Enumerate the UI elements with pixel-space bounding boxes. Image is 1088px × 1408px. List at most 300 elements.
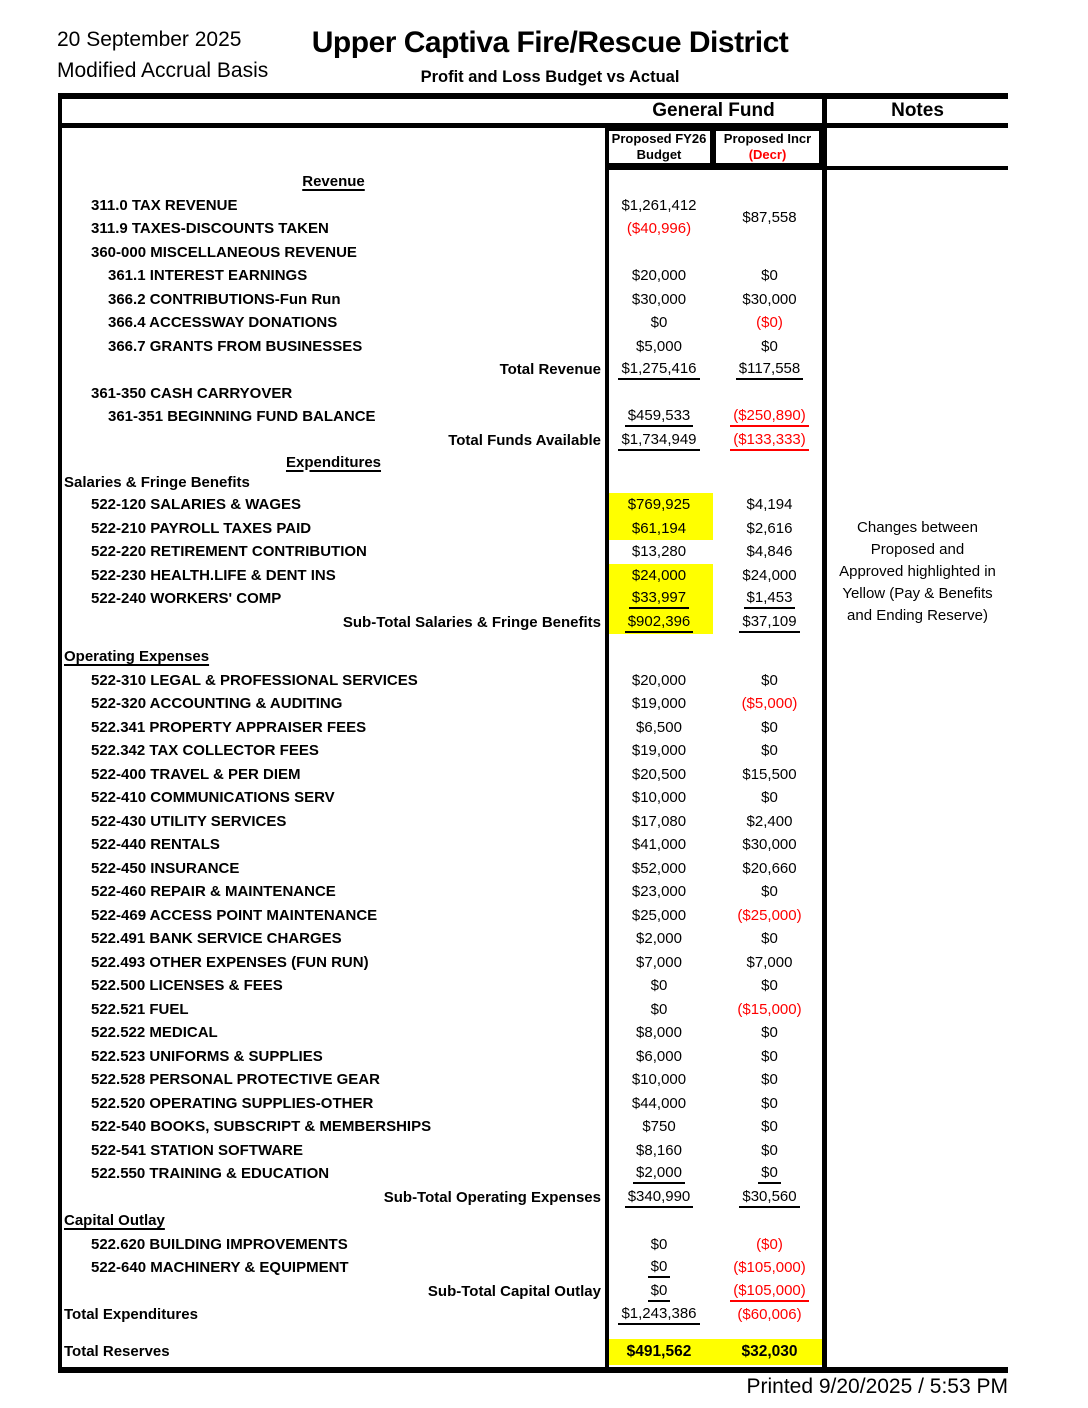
budget-value-cell bbox=[605, 311, 713, 335]
value-text: $30,560 bbox=[739, 1187, 799, 1208]
budget-value-cell bbox=[605, 739, 713, 763]
row-description-cell bbox=[62, 786, 605, 810]
table-row bbox=[62, 1045, 1008, 1069]
row-description-cell bbox=[62, 1233, 605, 1257]
row-label: 522-220 RETIREMENT CONTRIBUTION bbox=[91, 543, 367, 561]
value-text: $2,000 bbox=[633, 1163, 685, 1184]
table-row bbox=[62, 857, 1008, 881]
value-text: $10,000 bbox=[631, 1071, 687, 1089]
value-text: $8,000 bbox=[636, 1024, 682, 1042]
row-label: 522.341 PROPERTY APPRAISER FEES bbox=[91, 718, 367, 736]
table-row bbox=[62, 904, 1008, 928]
row-label: 522-210 PAYROLL TAXES PAID bbox=[91, 519, 312, 537]
row-label: Revenue bbox=[302, 173, 365, 191]
incr-value-cell bbox=[713, 786, 826, 810]
incr-value-cell bbox=[713, 1209, 826, 1233]
value-text: $6,000 bbox=[636, 1047, 682, 1065]
table-row bbox=[62, 716, 1008, 740]
incr-value-cell bbox=[713, 288, 826, 312]
table-row bbox=[62, 1115, 1008, 1139]
divider-subheader-line bbox=[605, 166, 1008, 170]
row-description-cell bbox=[62, 217, 605, 241]
value-text: $0 bbox=[761, 1094, 778, 1112]
row-label: 311.0 TAX REVENUE bbox=[91, 196, 238, 214]
budget-value-cell bbox=[605, 857, 713, 881]
budget-value-cell bbox=[605, 493, 713, 517]
row-description-cell bbox=[62, 311, 605, 335]
budget-value-cell bbox=[605, 472, 713, 493]
row-label: Total Funds Available bbox=[448, 431, 601, 449]
row-label: 366.7 GRANTS FROM BUSINESSES bbox=[108, 337, 363, 355]
row-label: 366.4 ACCESSWAY DONATIONS bbox=[108, 314, 338, 332]
value-text: $0 bbox=[761, 930, 778, 948]
budget-value-cell bbox=[605, 1233, 713, 1257]
value-text: $33,997 bbox=[629, 588, 689, 609]
incr-value-cell bbox=[713, 194, 826, 226]
incr-value-cell bbox=[713, 429, 826, 453]
incr-value-cell bbox=[713, 1092, 826, 1116]
footer-printed-timestamp: Printed 9/20/2025 / 5:53 PM bbox=[746, 1375, 1008, 1398]
column-group-header-general-fund: General Fund bbox=[652, 100, 775, 121]
table-row bbox=[62, 951, 1008, 975]
incr-value-cell bbox=[713, 170, 826, 194]
row-description-cell bbox=[62, 998, 605, 1022]
row-label: 522-541 STATION SOFTWARE bbox=[91, 1141, 303, 1159]
divider-bottom-border bbox=[58, 1367, 1008, 1373]
notes-text-line: Approved highlighted in bbox=[839, 563, 996, 580]
incr-value-cell bbox=[713, 1280, 826, 1304]
row-description-cell bbox=[62, 1209, 605, 1233]
incr-value-cell bbox=[713, 611, 826, 635]
incr-value-cell bbox=[713, 1233, 826, 1257]
budget-value-cell bbox=[605, 335, 713, 359]
row-description-cell bbox=[62, 716, 605, 740]
value-text: $4,846 bbox=[746, 543, 793, 561]
row-description-cell bbox=[62, 517, 605, 541]
row-description-cell bbox=[62, 358, 605, 382]
budget-value-cell bbox=[605, 1115, 713, 1139]
row-label: Total Revenue bbox=[499, 361, 601, 379]
row-description-cell bbox=[62, 405, 605, 429]
row-description-cell bbox=[62, 452, 605, 472]
row-label: Total Reserves bbox=[64, 1343, 170, 1360]
budget-value-cell bbox=[605, 358, 713, 382]
budget-value-cell bbox=[605, 194, 713, 218]
row-label: 360-000 MISCELLANEOUS REVENUE bbox=[91, 243, 357, 261]
divider-values-left bbox=[605, 128, 609, 1367]
value-text: $20,000 bbox=[631, 267, 687, 285]
value-text: $0 bbox=[761, 742, 778, 760]
incr-value-cell bbox=[713, 716, 826, 740]
incr-value-cell bbox=[713, 1021, 826, 1045]
value-text: $1,453 bbox=[744, 588, 796, 609]
incr-value-cell bbox=[713, 833, 826, 857]
row-description-cell bbox=[62, 763, 605, 787]
accounting-basis-label: Modified Accrual Basis bbox=[57, 59, 269, 82]
table-row bbox=[62, 927, 1008, 951]
row-description-cell bbox=[62, 857, 605, 881]
incr-value-cell bbox=[713, 1339, 826, 1365]
row-label: Capital Outlay bbox=[64, 1212, 165, 1230]
table-row bbox=[62, 786, 1008, 810]
table-row bbox=[62, 974, 1008, 998]
table-row bbox=[62, 288, 1008, 312]
budget-value-cell bbox=[605, 288, 713, 312]
column-header-proposed-budget bbox=[605, 128, 713, 166]
table-row bbox=[62, 1068, 1008, 1092]
budget-value-cell bbox=[605, 1256, 713, 1280]
value-text: $52,000 bbox=[631, 859, 687, 877]
budget-value-cell bbox=[605, 1068, 713, 1092]
row-description-cell bbox=[62, 564, 605, 588]
value-text: $0 bbox=[761, 718, 778, 736]
column-header-decr-label: (Decr) bbox=[748, 147, 787, 162]
row-description-cell bbox=[62, 692, 605, 716]
value-text: $15,500 bbox=[742, 765, 797, 783]
budget-value-cell bbox=[605, 241, 713, 265]
budget-value-cell bbox=[605, 810, 713, 834]
value-text: $20,660 bbox=[742, 859, 797, 877]
row-description-cell bbox=[62, 1021, 605, 1045]
value-text: $7,000 bbox=[636, 953, 682, 971]
row-description-cell bbox=[62, 974, 605, 998]
value-text: $7,000 bbox=[746, 953, 793, 971]
budget-value-cell bbox=[605, 763, 713, 787]
row-description-cell bbox=[62, 951, 605, 975]
value-text: $5,000 bbox=[636, 337, 682, 355]
budget-value-cell bbox=[605, 716, 713, 740]
budget-value-cell bbox=[605, 517, 713, 541]
value-text: ($40,996) bbox=[626, 220, 692, 238]
incr-value-cell bbox=[713, 1303, 826, 1327]
row-label: 522-320 ACCOUNTING & AUDITING bbox=[91, 695, 343, 713]
value-text: ($60,006) bbox=[737, 1306, 802, 1324]
value-text: $0 bbox=[761, 1118, 778, 1136]
row-description-cell bbox=[62, 1162, 605, 1186]
row-description-cell bbox=[62, 1339, 605, 1365]
table-row bbox=[62, 170, 1008, 194]
row-description-cell bbox=[62, 288, 605, 312]
row-label: 522.528 PERSONAL PROTECTIVE GEAR bbox=[91, 1071, 380, 1089]
incr-value-cell bbox=[713, 264, 826, 288]
value-text: $25,000 bbox=[631, 906, 687, 924]
row-description-cell bbox=[62, 927, 605, 951]
row-label: 522.491 BANK SERVICE CHARGES bbox=[91, 930, 342, 948]
incr-value-cell bbox=[713, 951, 826, 975]
value-text: $30,000 bbox=[631, 290, 687, 308]
table-row bbox=[62, 763, 1008, 787]
row-description-cell bbox=[62, 194, 605, 218]
table-row bbox=[62, 382, 1008, 406]
column-header-proposed-incr-line1: Proposed Incr bbox=[723, 131, 812, 146]
table-rows bbox=[62, 170, 1008, 1367]
divider-notes-left bbox=[822, 99, 827, 1367]
value-text: $491,562 bbox=[626, 1343, 692, 1360]
row-description-cell bbox=[62, 1139, 605, 1163]
row-description-cell bbox=[62, 429, 605, 453]
budget-value-cell bbox=[605, 1139, 713, 1163]
value-text: $19,000 bbox=[631, 742, 687, 760]
table-row bbox=[62, 1233, 1008, 1257]
row-label: 522.522 MEDICAL bbox=[91, 1024, 218, 1042]
value-text: $19,000 bbox=[631, 695, 687, 713]
row-description-cell bbox=[62, 472, 605, 493]
value-text: $0 bbox=[758, 1163, 781, 1184]
budget-value-cell bbox=[605, 692, 713, 716]
table-row bbox=[62, 217, 1008, 241]
value-text: $32,030 bbox=[741, 1343, 798, 1360]
value-text: $1,261,412 bbox=[621, 196, 697, 214]
value-text: $1,734,949 bbox=[618, 430, 699, 451]
budget-value-cell bbox=[605, 1092, 713, 1116]
budget-value-cell bbox=[605, 974, 713, 998]
table-row bbox=[62, 241, 1008, 265]
value-text: ($105,000) bbox=[730, 1281, 809, 1302]
table-row bbox=[62, 472, 1008, 493]
budget-value-cell bbox=[605, 786, 713, 810]
row-label: 522-430 UTILITY SERVICES bbox=[91, 812, 287, 830]
column-header-proposed-incr bbox=[713, 128, 822, 166]
budget-value-cell bbox=[605, 1186, 713, 1210]
budget-value-cell bbox=[605, 217, 713, 241]
report-date: 20 September 2025 bbox=[57, 28, 242, 51]
value-text: $0 bbox=[761, 789, 778, 807]
value-text: ($105,000) bbox=[733, 1259, 806, 1277]
notes-text-line: and Ending Reserve) bbox=[847, 607, 988, 624]
budget-value-cell bbox=[605, 669, 713, 693]
row-label: 522-230 HEALTH.LIFE & DENT INS bbox=[91, 566, 336, 584]
value-text: $13,280 bbox=[631, 543, 687, 561]
table-row bbox=[62, 692, 1008, 716]
table-row bbox=[62, 1303, 1008, 1327]
value-text: $44,000 bbox=[631, 1094, 687, 1112]
value-text: $24,000 bbox=[631, 566, 687, 584]
table-row bbox=[62, 998, 1008, 1022]
incr-value-cell bbox=[713, 241, 826, 265]
incr-value-cell bbox=[713, 1162, 826, 1186]
row-label: 522.521 FUEL bbox=[91, 1000, 189, 1018]
row-label: 522.520 OPERATING SUPPLIES-OTHER bbox=[91, 1094, 374, 1112]
row-label: Expenditures bbox=[285, 453, 382, 471]
row-label: Sub-Total Operating Expenses bbox=[383, 1188, 601, 1206]
value-text: $61,194 bbox=[631, 519, 687, 537]
value-text: $87,558 bbox=[742, 208, 797, 226]
value-text: $2,400 bbox=[746, 812, 793, 830]
row-label: 522-310 LEGAL & PROFESSIONAL SERVICES bbox=[91, 671, 418, 689]
value-text: ($250,890) bbox=[730, 406, 809, 427]
page-title: Upper Captiva Fire/Rescue District bbox=[311, 26, 789, 59]
value-text: $1,275,416 bbox=[618, 359, 699, 380]
value-text: $4,194 bbox=[746, 496, 793, 514]
value-text: ($133,333) bbox=[730, 430, 809, 451]
row-description-cell bbox=[62, 1256, 605, 1280]
table-row bbox=[62, 264, 1008, 288]
notes-text bbox=[827, 517, 1008, 627]
table-row bbox=[62, 669, 1008, 693]
row-description-cell bbox=[62, 810, 605, 834]
value-text: $750 bbox=[642, 1118, 676, 1136]
table-row bbox=[62, 1139, 1008, 1163]
value-text: $30,000 bbox=[742, 836, 797, 854]
budget-value-cell bbox=[605, 645, 713, 669]
incr-value-cell bbox=[713, 405, 826, 429]
incr-value-cell bbox=[713, 974, 826, 998]
value-text: $0 bbox=[761, 671, 778, 689]
value-text: $0 bbox=[761, 1024, 778, 1042]
notes-text-line: Yellow (Pay & Benefits bbox=[842, 585, 993, 602]
row-description-cell bbox=[62, 1186, 605, 1210]
notes-text-line: Changes between bbox=[857, 519, 978, 536]
incr-value-cell bbox=[713, 1186, 826, 1210]
row-description-cell bbox=[62, 335, 605, 359]
row-label: 522-640 MACHINERY & EQUIPMENT bbox=[91, 1259, 349, 1277]
incr-value-cell bbox=[713, 335, 826, 359]
row-label: Total Expenditures bbox=[64, 1306, 198, 1324]
table-row bbox=[62, 1280, 1008, 1304]
row-description-cell bbox=[62, 669, 605, 693]
row-description-cell bbox=[62, 241, 605, 265]
row-description-cell bbox=[62, 170, 605, 194]
incr-value-cell bbox=[713, 669, 826, 693]
row-label: 522-400 TRAVEL & PER DIEM bbox=[91, 765, 301, 783]
value-text: $769,925 bbox=[627, 496, 691, 514]
budget-value-cell bbox=[605, 927, 713, 951]
incr-value-cell bbox=[713, 540, 826, 564]
incr-value-cell bbox=[713, 564, 826, 588]
value-text: $459,533 bbox=[625, 406, 694, 427]
row-label: Sub-Total Capital Outlay bbox=[427, 1282, 601, 1300]
divider-header-line bbox=[58, 123, 1008, 128]
row-description-cell bbox=[62, 645, 605, 669]
value-text: ($5,000) bbox=[741, 695, 798, 713]
row-label: 522-469 ACCESS POINT MAINTENANCE bbox=[91, 906, 378, 924]
table-row bbox=[62, 1186, 1008, 1210]
value-text: $0 bbox=[761, 1047, 778, 1065]
budget-value-cell bbox=[605, 264, 713, 288]
value-text: $0 bbox=[761, 883, 778, 901]
incr-value-cell bbox=[713, 382, 826, 406]
budget-value-cell bbox=[605, 564, 713, 588]
row-description-cell bbox=[62, 1115, 605, 1139]
divider-left-border bbox=[58, 93, 62, 1373]
row-label: Salaries & Fringe Benefits bbox=[64, 474, 250, 491]
value-text: ($0) bbox=[756, 1235, 783, 1253]
budget-value-cell bbox=[605, 1339, 713, 1365]
value-text: $0 bbox=[761, 267, 778, 285]
incr-value-cell bbox=[713, 311, 826, 335]
value-text: $340,990 bbox=[625, 1187, 694, 1208]
incr-value-cell bbox=[713, 998, 826, 1022]
table-row bbox=[62, 194, 1008, 226]
incr-value-cell bbox=[713, 358, 826, 382]
incr-value-cell bbox=[713, 1139, 826, 1163]
column-header-notes: Notes bbox=[891, 100, 944, 121]
budget-value-cell bbox=[605, 1303, 713, 1327]
incr-value-cell bbox=[713, 452, 826, 472]
incr-value-cell bbox=[713, 645, 826, 669]
table-row bbox=[62, 1339, 1008, 1365]
row-label: 522.523 UNIFORMS & SUPPLIES bbox=[91, 1047, 323, 1065]
value-text: $0 bbox=[761, 1071, 778, 1089]
incr-value-cell bbox=[713, 472, 826, 493]
value-text: ($0) bbox=[756, 314, 783, 332]
row-label: 522-240 WORKERS' COMP bbox=[91, 590, 282, 608]
row-description-cell bbox=[62, 1092, 605, 1116]
budget-value-cell bbox=[605, 170, 713, 194]
value-text: $0 bbox=[761, 977, 778, 995]
budget-value-cell bbox=[605, 998, 713, 1022]
incr-value-cell bbox=[713, 1115, 826, 1139]
table-row bbox=[62, 739, 1008, 763]
table-row bbox=[62, 493, 1008, 517]
value-text: $117,558 bbox=[736, 359, 803, 380]
row-label: 311.9 TAXES-DISCOUNTS TAKEN bbox=[91, 220, 329, 238]
row-label: 522-120 SALARIES & WAGES bbox=[91, 496, 302, 514]
row-description-cell bbox=[62, 611, 605, 635]
divider-top-border bbox=[58, 93, 1008, 99]
incr-value-cell bbox=[713, 904, 826, 928]
row-description-cell bbox=[62, 739, 605, 763]
budget-value-cell bbox=[605, 405, 713, 429]
value-text: $0 bbox=[648, 1281, 671, 1302]
budget-value-cell bbox=[605, 951, 713, 975]
value-text: $23,000 bbox=[631, 883, 687, 901]
value-text: $10,000 bbox=[631, 789, 687, 807]
budget-value-cell bbox=[605, 611, 713, 635]
table-row bbox=[62, 1256, 1008, 1280]
row-description-cell bbox=[62, 382, 605, 406]
table-row bbox=[62, 311, 1008, 335]
value-text: $37,109 bbox=[739, 612, 799, 633]
value-text: $6,500 bbox=[636, 718, 682, 736]
row-label: 522-440 RENTALS bbox=[91, 836, 220, 854]
row-label: 522.550 TRAINING & EDUCATION bbox=[91, 1165, 330, 1183]
budget-value-cell bbox=[605, 904, 713, 928]
report-subtitle: Profit and Loss Budget vs Actual bbox=[420, 68, 680, 86]
incr-value-cell bbox=[713, 1256, 826, 1280]
row-description-cell bbox=[62, 493, 605, 517]
table-row bbox=[62, 833, 1008, 857]
spacer-row bbox=[62, 634, 1008, 645]
table-row bbox=[62, 645, 1008, 669]
column-header-proposed-budget-line1: Proposed FY26 bbox=[611, 131, 707, 146]
spacer-row bbox=[62, 1327, 1008, 1339]
budget-value-cell bbox=[605, 1280, 713, 1304]
row-label: 522.500 LICENSES & FEES bbox=[91, 977, 283, 995]
table-row bbox=[62, 452, 1008, 472]
incr-value-cell bbox=[713, 493, 826, 517]
row-label: 522.620 BUILDING IMPROVEMENTS bbox=[91, 1235, 348, 1253]
row-label: 522-540 BOOKS, SUBSCRIPT & MEMBERSHIPS bbox=[91, 1118, 432, 1136]
row-description-cell bbox=[62, 880, 605, 904]
table-row bbox=[62, 1092, 1008, 1116]
value-text: $20,500 bbox=[631, 765, 687, 783]
value-text: $0 bbox=[761, 337, 778, 355]
incr-value-cell bbox=[713, 587, 826, 611]
row-description-cell bbox=[62, 587, 605, 611]
value-text: ($15,000) bbox=[737, 1000, 802, 1018]
value-text: $41,000 bbox=[631, 836, 687, 854]
row-description-cell bbox=[62, 904, 605, 928]
value-text: $0 bbox=[650, 1000, 668, 1018]
row-label: 522-410 COMMUNICATIONS SERV bbox=[91, 789, 335, 807]
row-description-cell bbox=[62, 540, 605, 564]
row-label: 361-351 BEGINNING FUND BALANCE bbox=[108, 408, 376, 426]
value-text: $30,000 bbox=[742, 290, 797, 308]
incr-value-cell bbox=[713, 880, 826, 904]
value-text: ($25,000) bbox=[737, 906, 802, 924]
budget-value-cell bbox=[605, 1021, 713, 1045]
